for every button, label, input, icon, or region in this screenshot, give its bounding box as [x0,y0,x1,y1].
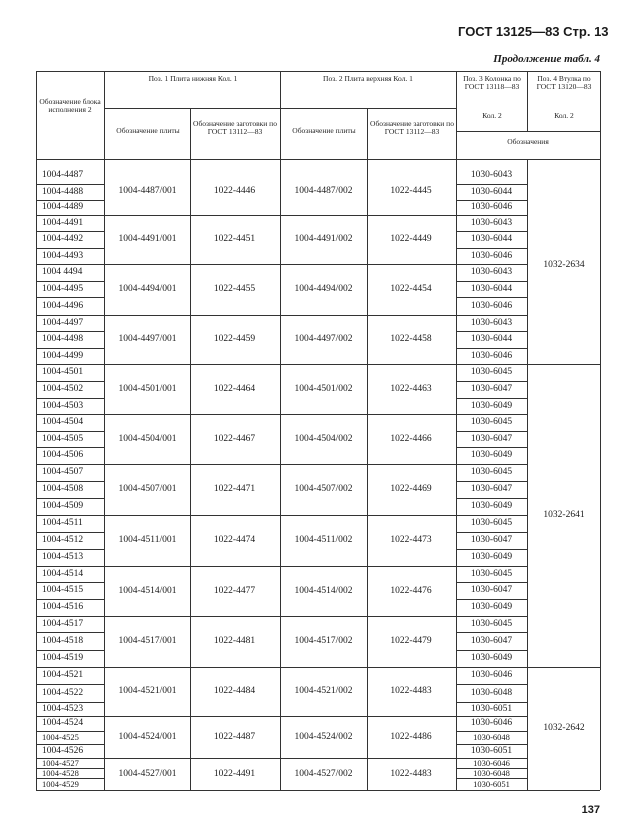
bushing-designation-cell: 1032-2642 [543,723,585,733]
column-rule [527,71,528,131]
header-pos2-plate: Обозначение плиты [292,126,356,135]
block-designation-cell: 1004-4523 [42,704,84,714]
block-designation-cell: 1004-4512 [42,535,84,545]
column-pos3-cell: 1030-6051 [473,779,510,789]
column-pos3-cell: 1030-6046 [470,670,513,680]
header-pos1-plate: Обозначение плиты [116,126,180,135]
pos1-blank-cell: 1022-4484 [213,686,256,696]
column-pos3-cell: 1030-6045 [470,619,513,629]
block-designation-cell: 1004-4513 [42,552,84,562]
pos2-blank-cell: 1022-4486 [390,732,432,742]
pos2-plate-cell: 1004-4491/002 [294,234,353,244]
pos1-blank-cell: 1022-4487 [213,732,256,742]
quantity-header-rule [456,131,600,132]
pos1-blank-cell: 1022-4451 [213,234,256,244]
header-pos4-qty: Кол. 2 [554,111,574,120]
column-pos3-cell: 1030-6049 [470,401,513,411]
column-pos3-cell: 1030-6047 [470,434,513,444]
column-pos3-cell: 1030-6045 [470,518,513,528]
column-pos3-cell: 1030-6047 [470,585,513,595]
column-pos3-cell: 1030-6049 [470,602,513,612]
block-designation-cell: 1004-4528 [42,768,79,778]
column-pos3-cell: 1030-6047 [470,636,513,646]
bushing-designation-cell: 1032-2634 [543,260,585,270]
column-pos3-cell: 1030-6047 [470,535,513,545]
block-designation-cell: 1004-4501 [42,367,84,377]
pos1-blank-cell: 1022-4477 [213,586,256,596]
column-pos3-cell: 1030-6049 [470,450,513,460]
column-pos3-cell: 1030-6051 [470,704,513,714]
pos1-plate-cell: 1004-4527/001 [118,769,177,779]
column-pos3-cell: 1030-6044 [470,284,513,294]
column-pos3-cell: 1030-6046 [470,251,513,261]
pos2-plate-cell: 1004-4514/002 [294,586,353,596]
block-designation-cell: 1004-4509 [42,501,84,511]
block-designation-cell: 1004-4489 [42,202,84,212]
block-designation-cell: 1004-4529 [42,779,79,789]
pos2-blank-cell: 1022-4473 [390,535,432,545]
pos2-blank-cell: 1022-4445 [390,186,432,196]
pos2-blank-cell: 1022-4454 [390,284,432,294]
column-pos3-cell: 1030-6046 [473,758,510,768]
block-designation-cell: 1004-4505 [42,434,84,444]
column-pos3-cell: 1030-6048 [473,768,510,778]
pos2-blank-cell: 1022-4483 [390,686,432,696]
pos1-plate-cell: 1004-4504/001 [118,434,177,444]
pos1-plate-cell: 1004-4524/001 [118,732,177,742]
column-pos3-cell: 1030-6049 [470,552,513,562]
pos2-plate-cell: 1004-4527/002 [294,769,353,779]
column-pos3-cell: 1030-6045 [470,417,513,427]
pos2-blank-cell: 1022-4463 [390,384,432,394]
block-designation-cell: 1004-4499 [42,351,84,361]
pos2-blank-cell: 1022-4458 [390,334,432,344]
pos2-plate-cell: 1004-4494/002 [294,284,353,294]
column-pos3-cell: 1030-6043 [470,318,513,328]
pos1-plate-cell: 1004-4491/001 [118,234,177,244]
pos1-blank-cell: 1022-4464 [213,384,256,394]
pos1-blank-cell: 1022-4471 [213,484,256,494]
pos1-plate-cell: 1004-4497/001 [118,334,177,344]
header-block-designation: Обозначение блока исполнения 2 [39,97,101,114]
column-pos3-cell: 1030-6044 [470,187,513,197]
column-pos3-cell: 1030-6043 [470,267,513,277]
column-pos3-cell: 1030-6045 [470,367,513,377]
pos1-plate-cell: 1004-4494/001 [118,284,177,294]
table-right-rule [600,71,601,790]
column-pos3-cell: 1030-6049 [470,501,513,511]
block-designation-cell: 1004 4494 [42,267,83,277]
header-pos2-group: Поз. 2 Плита верхняя Кол. 1 [323,74,413,83]
block-designation-cell: 1004-4496 [42,301,84,311]
column-pos3-cell: 1030-6043 [470,170,513,180]
column-pos3-cell: 1030-6048 [473,732,510,742]
pos2-plate-cell: 1004-4517/002 [294,636,353,646]
pos2-plate-cell: 1004-4487/002 [294,186,353,196]
pos1-plate-cell: 1004-4521/001 [118,686,177,696]
header-pos1-group: Поз. 1 Плита нижняя Кол. 1 [148,74,238,83]
block-designation-cell: 1004-4526 [42,746,84,756]
pos2-plate-cell: 1004-4504/002 [294,434,353,444]
pos2-blank-cell: 1022-4466 [390,434,432,444]
pos2-plate-cell: 1004-4521/002 [294,686,353,696]
pos1-blank-cell: 1022-4446 [213,186,256,196]
pos1-plate-cell: 1004-4511/001 [118,535,177,545]
pos2-plate-cell: 1004-4497/002 [294,334,353,344]
block-designation-cell: 1004-4508 [42,484,84,494]
pos2-plate-cell: 1004-4511/002 [294,535,353,545]
block-designation-cell: 1004-4491 [42,218,84,228]
block-designation-cell: 1004-4516 [42,602,84,612]
pos2-plate-cell: 1004-4524/002 [294,732,353,742]
pos1-plate-cell: 1004-4514/001 [118,586,177,596]
pos1-blank-cell: 1022-4467 [213,434,256,444]
block-designation-cell: 1004-4515 [42,585,84,595]
block-designation-cell: 1004-4511 [42,518,83,528]
block-designation-cell: 1004-4522 [42,688,84,698]
column-pos3-cell: 1030-6044 [470,234,513,244]
column-pos3-cell: 1030-6047 [470,484,513,494]
column-pos3-cell: 1030-6043 [470,218,513,228]
block-designation-cell: 1004-4487 [42,170,84,180]
column-pos3-cell: 1030-6049 [470,653,513,663]
block-designation-cell: 1004-4518 [42,636,84,646]
header-bottom-rule [36,159,600,160]
header-pos2-blank: Обозначение заготовки по ГОСТ 13112—83 [370,119,454,136]
column-pos3-cell: 1030-6046 [470,301,513,311]
header-pos3-qty: Кол. 2 [482,111,502,120]
column-pos3-cell: 1030-6047 [470,384,513,394]
block-designation-cell: 1004-4514 [42,569,84,579]
pos1-plate-cell: 1004-4487/001 [118,186,177,196]
block-designation-cell: 1004-4507 [42,467,84,477]
block-designation-cell: 1004-4497 [42,318,84,328]
header-pos3: Поз. 3 Колонка по ГОСТ 13118—83 [463,74,521,91]
block-designation-cell: 1004-4498 [42,334,84,344]
pos1-blank-cell: 1022-4481 [213,636,256,646]
header-pos1-blank: Обозначение заготовки по ГОСТ 13112—83 [193,119,277,136]
block-designation-cell: 1004-4521 [42,670,84,680]
pos2-blank-cell: 1022-4469 [390,484,432,494]
column-pos3-cell: 1030-6045 [470,569,513,579]
pos2-blank-cell: 1022-4476 [390,586,432,596]
pos1-blank-cell: 1022-4459 [213,334,256,344]
block-designation-cell: 1004-4519 [42,653,84,663]
pos1-blank-cell: 1022-4491 [213,769,256,779]
block-designation-cell: 1004-4524 [42,718,84,728]
pos1-blank-cell: 1022-4455 [213,284,256,294]
page-header: ГОСТ 13125—83 Стр. 13 [458,24,609,39]
pos2-plate-cell: 1004-4507/002 [294,484,353,494]
column-pos3-cell: 1030-6044 [470,334,513,344]
pos1-plate-cell: 1004-4507/001 [118,484,177,494]
block-designation-cell: 1004-4488 [42,187,84,197]
pos1-blank-cell: 1022-4474 [213,535,256,545]
pos2-blank-cell: 1022-4483 [390,769,432,779]
pos2-blank-cell: 1022-4449 [390,234,432,244]
column-pos3-cell: 1030-6046 [470,202,513,212]
table-bottom-rule [36,790,600,791]
pos1-plate-cell: 1004-4517/001 [118,636,177,646]
column-pos3-cell: 1030-6046 [470,351,513,361]
pos2-blank-cell: 1022-4479 [390,636,432,646]
column-pos3-cell: 1030-6048 [470,688,513,698]
table-top-rule [36,71,600,72]
header-pos4: Поз. 4 Втулка по ГОСТ 13120—83 [536,74,592,91]
block-designation-cell: 1004-4504 [42,417,84,427]
block-designation-cell: 1004-4506 [42,450,84,460]
pos2-plate-cell: 1004-4501/002 [294,384,353,394]
block-designation-cell: 1004-4502 [42,384,84,394]
column-pos3-cell: 1030-6046 [470,718,513,728]
column-pos3-cell: 1030-6051 [470,746,513,756]
table-continuation-label: Продолжение табл. 4 [493,53,600,65]
block-designation-cell: 1004-4527 [42,758,79,768]
block-designation-cell: 1004-4492 [42,234,84,244]
bushing-designation-cell: 1032-2641 [543,510,585,520]
pos1-plate-cell: 1004-4501/001 [118,384,177,394]
block-designation-cell: 1004-4517 [42,619,84,629]
column-pos3-cell: 1030-6045 [470,467,513,477]
page-number: 137 [581,804,600,816]
block-designation-cell: 1004-4493 [42,251,84,261]
block-designation-cell: 1004-4503 [42,401,84,411]
header-designations: Обозначения [507,137,549,146]
block-designation-cell: 1004-4495 [42,284,84,294]
block-designation-cell: 1004-4525 [42,732,79,742]
